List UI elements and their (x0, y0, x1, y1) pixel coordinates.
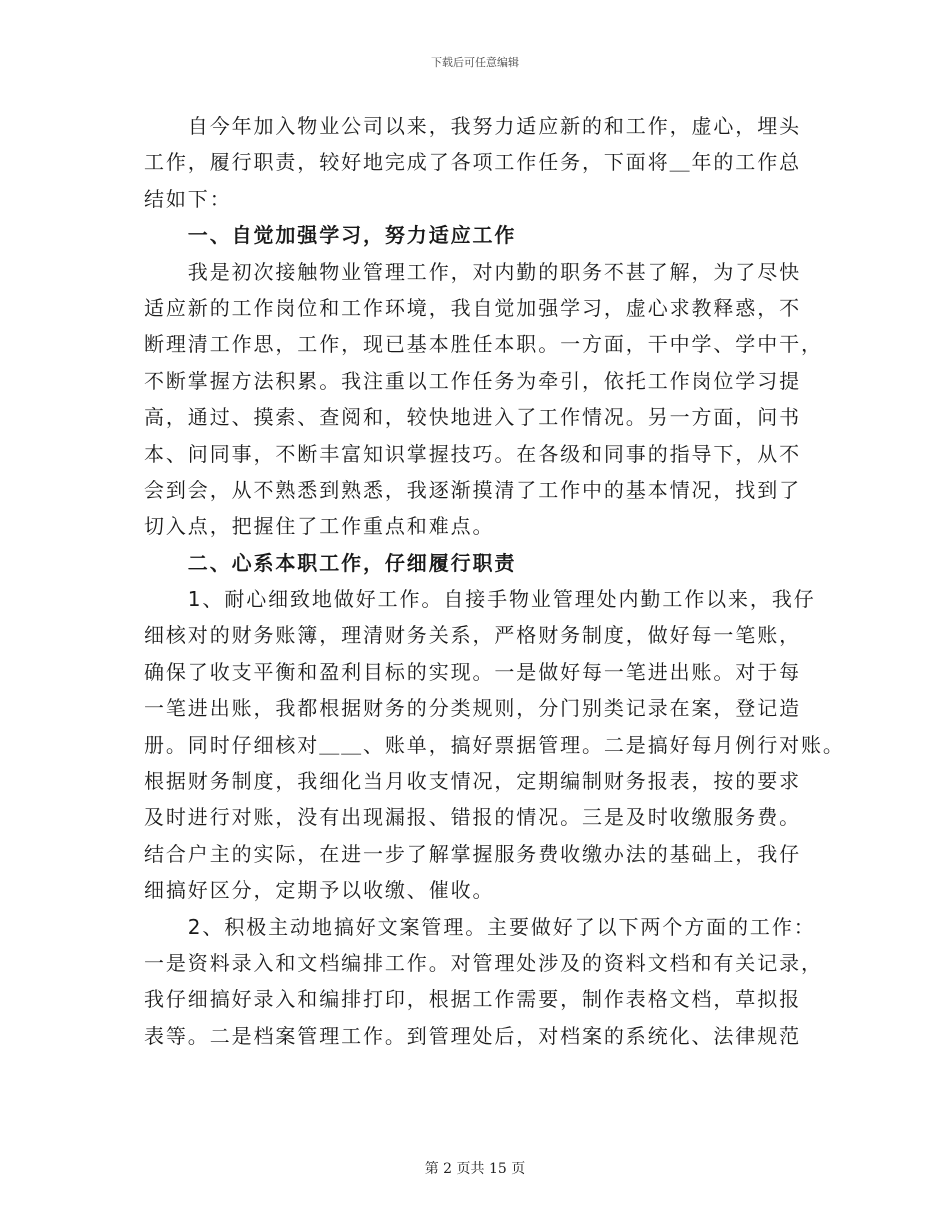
page-header: 下载后可任意编辑 (431, 56, 519, 69)
paragraph-line: 细核对的财务账簿，理清财务关系，严格财务制度，做好每一笔账， (144, 623, 801, 648)
paragraph-line: 我仔细搞好录入和编排打印，根据工作需要，制作表格文档，草拟报 (144, 987, 801, 1012)
paragraph-line: 高，通过、摸索、查阅和，较快地进入了工作情况。另一方面，问书 (144, 405, 801, 430)
paragraph-line: 本、问同事，不断丰富知识掌握技巧。在各级和同事的指导下，从不 (144, 441, 801, 466)
paragraph-line: 一是资料录入和文档编排工作。对管理处涉及的资料文档和有关记录， (144, 950, 823, 975)
document-body (144, 114, 845, 1062)
page-number-footer: 第 2 页共 15 页 (424, 1161, 526, 1177)
paragraph-line: 一笔进出账，我都根据财务的分类规则，分门别类记录在案，登记造 (144, 696, 801, 721)
section-heading: 二、心系本职工作，仔细履行职责 (144, 550, 517, 575)
paragraph-line: 不断掌握方法积累。我注重以工作任务为牵引，依托工作岗位学习提 (144, 368, 801, 393)
paragraph-line: 1、耐心细致地做好工作。自接手物业管理处内勤工作以来，我仔 (144, 587, 816, 612)
paragraph-line: 结合户主的实际，在进一步了解掌握服务费收缴办法的基础上，我仔 (144, 841, 801, 866)
paragraph-line: 断理清工作思，工作，现已基本胜任本职。一方面，干中学、学中干， (144, 332, 823, 357)
paragraph-line: 工作，履行职责，较好地完成了各项工作任务，下面将＿年的工作总 (144, 150, 801, 175)
paragraph-line: 表等。二是档案管理工作。到管理处后，对档案的系统化、法律规范 (144, 1023, 801, 1048)
paragraph-line: 自今年加入物业公司以来，我努力适应新的和工作，虚心，埋头 (144, 114, 801, 138)
paragraph-line: 确保了收支平衡和盈利目标的实现。一是做好每一笔进出账。对于每 (144, 659, 801, 684)
paragraph-line: 切入点，把握住了工作重点和难点。 (144, 514, 495, 539)
paragraph-line: 及时进行对账，没有出现漏报、错报的情况。三是及时收缴服务费。 (144, 805, 801, 830)
paragraph-line: 册。同时仔细核对＿＿、账单，搞好票据管理。二是搞好每月例行对账。 (144, 732, 845, 757)
paragraph-line: 根据财务制度，我细化当月收支情况，定期编制财务报表，按的要求 (144, 769, 801, 794)
paragraph-line: 我是初次接触物业管理工作，对内勤的职务不甚了解，为了尽快 (144, 259, 801, 284)
section-heading: 一、自觉加强学习，努力适应工作 (144, 223, 517, 248)
paragraph-line: 细搞好区分，定期予以收缴、催收。 (144, 878, 495, 903)
paragraph-line: 会到会，从不熟悉到熟悉，我逐渐摸清了工作中的基本情况，找到了 (144, 477, 801, 502)
paragraph-line: 结如下： (144, 186, 232, 211)
paragraph-line: 适应新的工作岗位和工作环境，我自觉加强学习，虚心求教释惑，不 (144, 295, 801, 320)
paragraph-line: 2、积极主动地搞好文案管理。主要做好了以下两个方面的工作： (144, 914, 816, 939)
